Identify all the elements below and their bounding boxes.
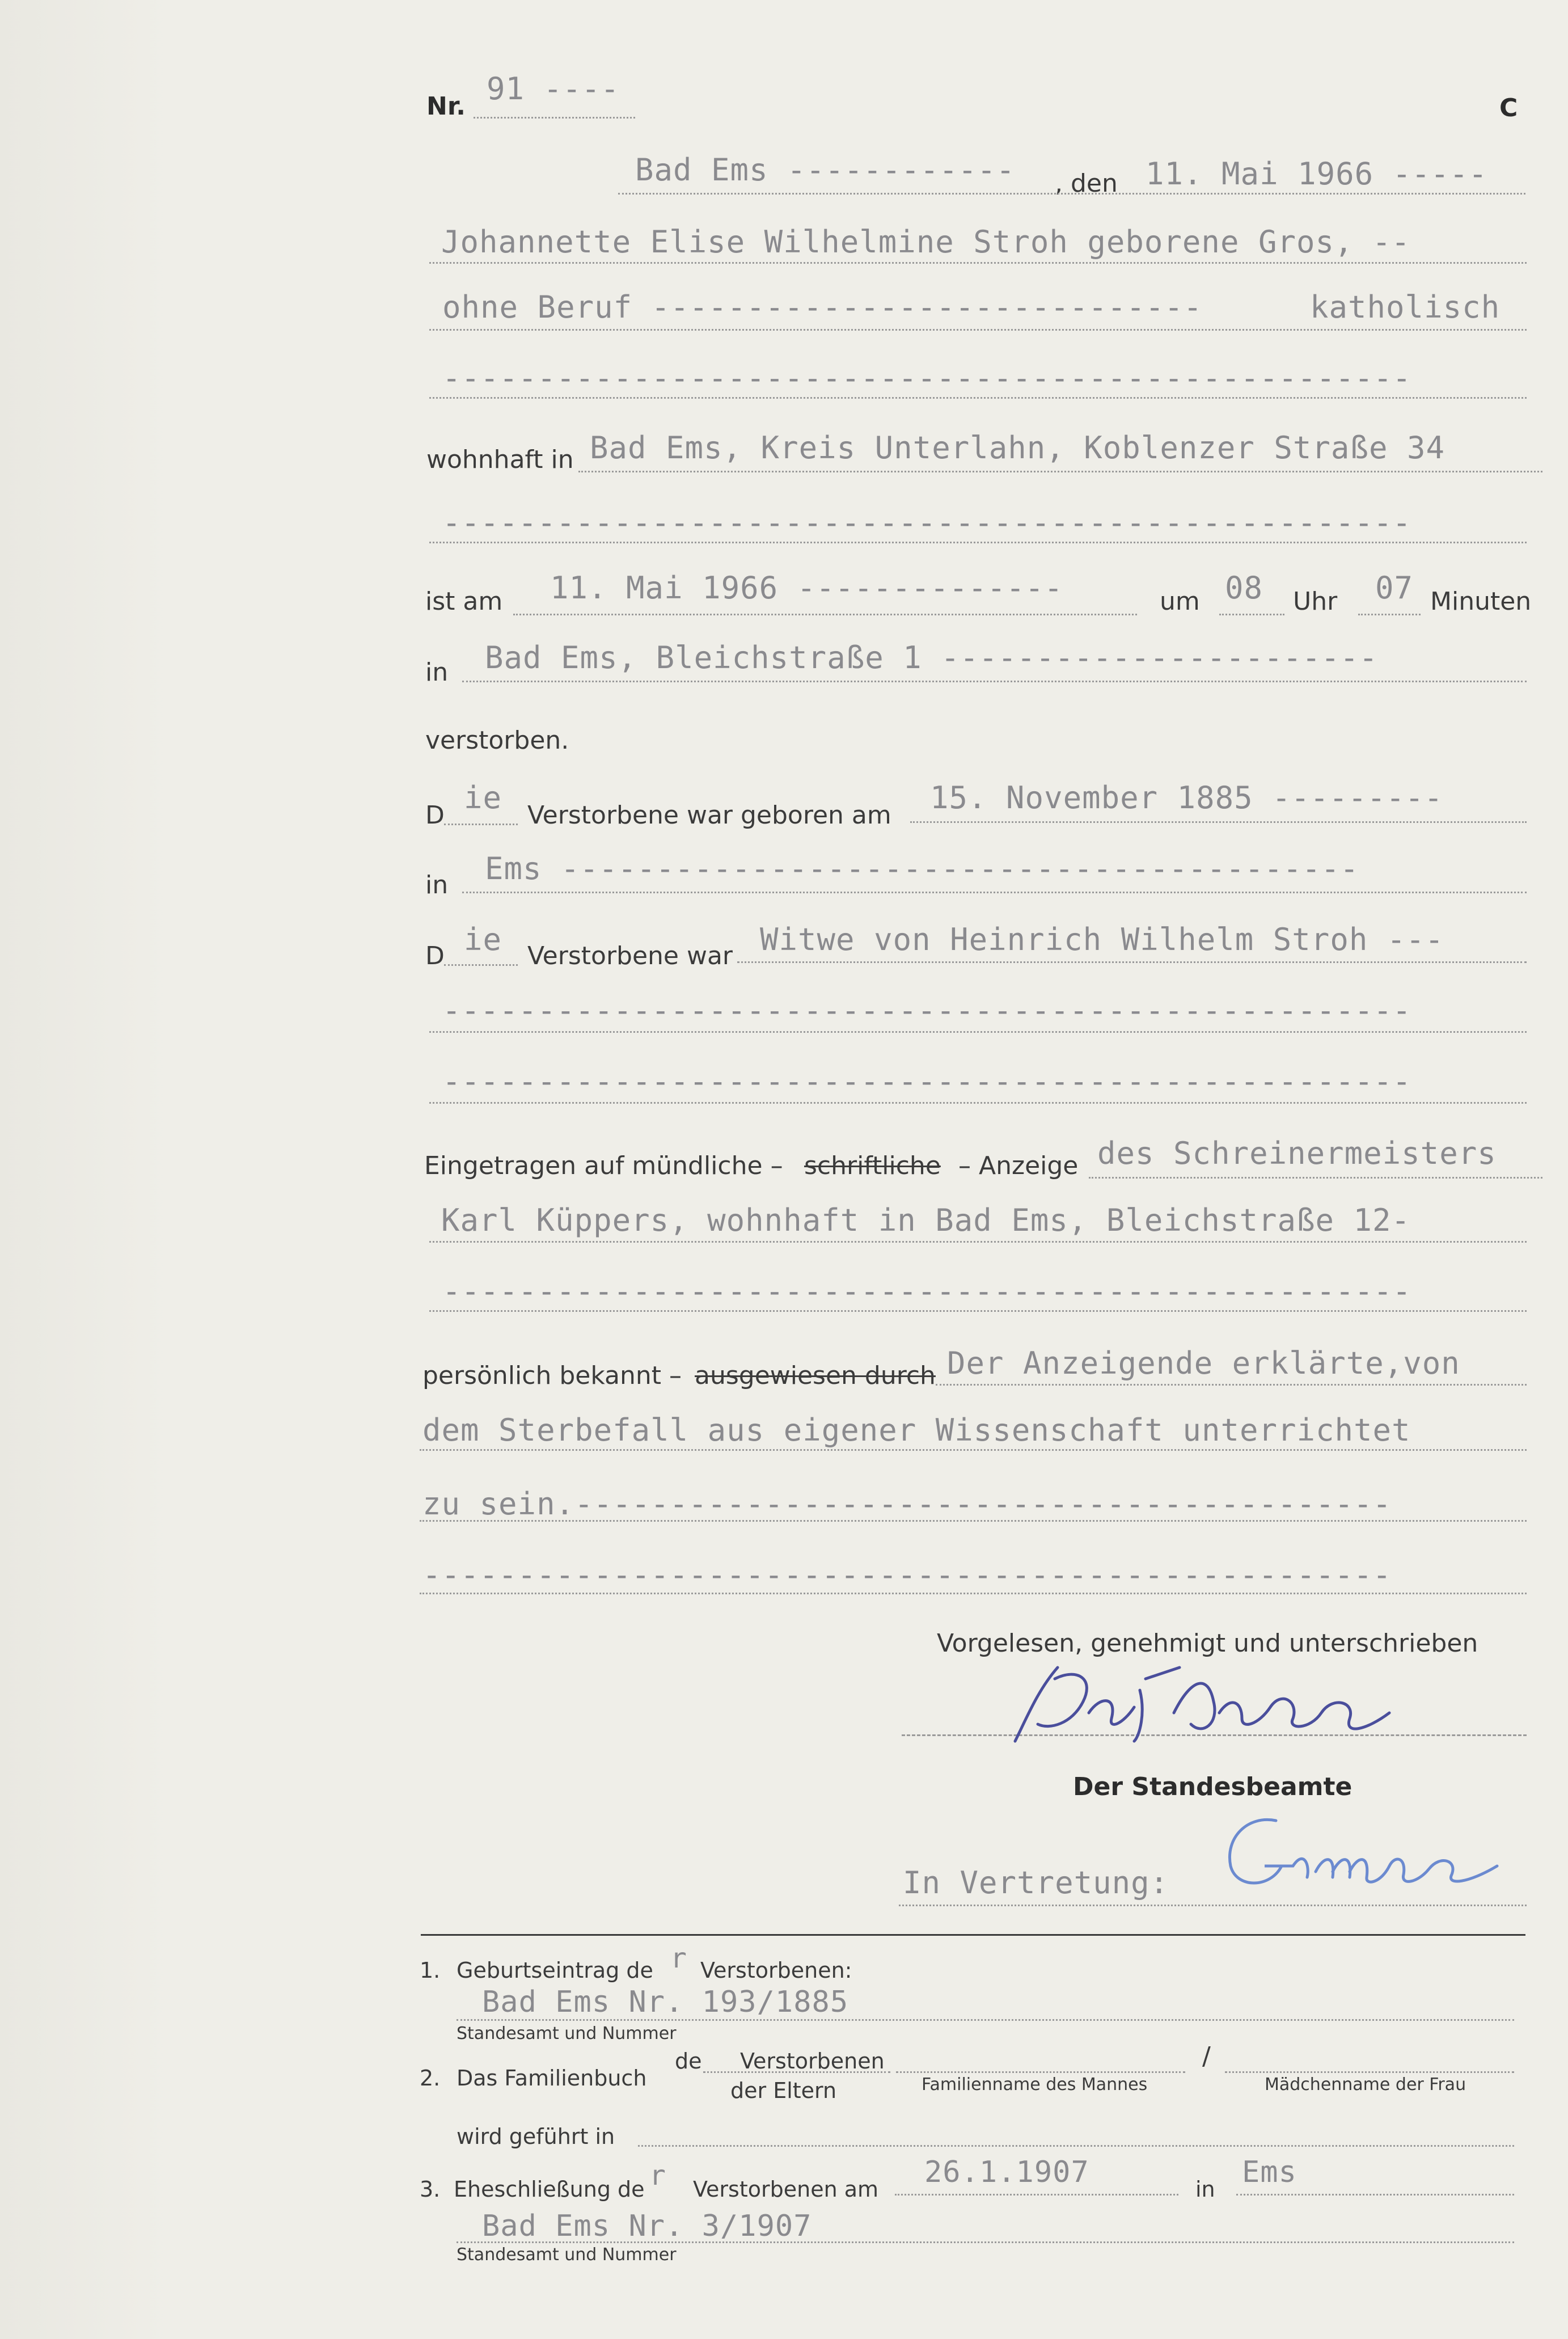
residence-blank: --------------------------------------------------- xyxy=(442,505,1412,541)
note-1-label: Geburtseintrag de xyxy=(457,1958,653,1983)
birth-label: Verstorbene war geboren am xyxy=(527,801,891,830)
um-label: um xyxy=(1160,587,1200,616)
uhr-label: Uhr xyxy=(1293,587,1338,616)
identity-blank-rule xyxy=(420,1593,1527,1594)
marital-blank-1: --------------------------------------------------- xyxy=(442,993,1412,1028)
place-value: Bad Ems ------------ xyxy=(635,152,1016,188)
note-2-gefuehrt-line xyxy=(638,2145,1514,2147)
religion: katholisch xyxy=(1310,289,1501,325)
marital-label: Verstorbene war xyxy=(527,941,733,970)
report-line-2 xyxy=(429,1241,1527,1243)
official-signature-line xyxy=(899,1905,1527,1906)
death-date: 11. Mai 1966 -------------- xyxy=(550,570,1063,606)
nr-line xyxy=(474,117,635,119)
death-date-line xyxy=(513,614,1137,615)
note-2-mann-line xyxy=(896,2071,1185,2073)
identity-line-1 xyxy=(936,1384,1527,1386)
note-2-verstorbenen: Verstorbenen xyxy=(740,2049,885,2074)
marital-blank-2: --------------------------------------------------- xyxy=(442,1063,1412,1099)
note-2-frau-line xyxy=(1225,2071,1514,2073)
note-2-label: Das Familienbuch xyxy=(457,2066,647,2091)
identity-line-2 xyxy=(420,1449,1527,1451)
note-1-r: r xyxy=(670,1943,687,1974)
birth-in-label: in xyxy=(425,871,449,900)
blank-line-1: --------------------------------------------------- xyxy=(442,360,1412,396)
marital-status: Witwe von Heinrich Wilhelm Stroh --- xyxy=(760,922,1444,957)
note-3-line xyxy=(457,2241,1514,2243)
informant-signature xyxy=(1004,1645,1423,1753)
note-3-date-line xyxy=(895,2194,1178,2196)
place-date-line xyxy=(618,193,1525,195)
note-1-value: Bad Ems Nr. 193/1885 xyxy=(482,1985,849,2019)
nr-value: 91 ---- xyxy=(487,71,620,107)
report-blank: --------------------------------------------------- xyxy=(442,1273,1412,1309)
marital-blank-1-rule xyxy=(429,1031,1527,1033)
note-2-de: de xyxy=(675,2049,702,2074)
death-in-label: in xyxy=(425,658,449,687)
note-1-sub: Standesamt und Nummer xyxy=(457,2024,677,2044)
birth-ie-line xyxy=(444,824,518,825)
verstorben-label: verstorben. xyxy=(425,726,569,755)
note-2-eltern: der Eltern xyxy=(730,2078,837,2103)
note-3-label: Eheschließung de xyxy=(454,2177,645,2202)
note-2-gefuehrt: wird geführt in xyxy=(457,2124,615,2149)
den-label: , den xyxy=(1055,169,1118,198)
residence-blank-rule xyxy=(429,542,1527,543)
official-title: Der Standesbeamte xyxy=(1073,1772,1353,1801)
hour-line xyxy=(1219,614,1284,615)
blank-line-1-rule xyxy=(429,397,1527,399)
birth-date: 15. November 1885 --------- xyxy=(930,780,1443,816)
note-3-value: Bad Ems Nr. 3/1907 xyxy=(482,2209,812,2243)
read-approved-label: Vorgelesen, genehmigt und unterschrieben xyxy=(937,1629,1478,1658)
identity-line-3 xyxy=(420,1520,1527,1522)
nr-label: Nr. xyxy=(426,92,466,121)
marital-ie: ie xyxy=(464,922,502,957)
residence: Bad Ems, Kreis Unterlahn, Koblenzer Straße 34 xyxy=(590,430,1445,466)
form-letter: C xyxy=(1499,94,1518,123)
report-value-1: des Schreinermeisters xyxy=(1097,1135,1497,1171)
residence-label: wohnhaft in xyxy=(426,445,574,474)
note-3-label-2: Verstorbenen am xyxy=(693,2177,879,2202)
marital-ie-line xyxy=(444,964,518,966)
note-2-number: 2. xyxy=(420,2066,441,2091)
note-1-label-2: Verstorbenen: xyxy=(700,1958,852,1983)
death-minutes: 07 xyxy=(1375,570,1414,606)
note-3-number: 3. xyxy=(420,2177,441,2202)
identity-value-2: dem Sterbefall aus eigener Wissenschaft unterrichtet xyxy=(422,1412,1411,1448)
note-3-date: 26.1.1907 xyxy=(924,2155,1089,2189)
residence-line xyxy=(578,471,1542,472)
birth-d-label: D xyxy=(425,801,445,830)
report-label-struck: schriftliche xyxy=(804,1151,941,1180)
marital-status-line xyxy=(737,961,1527,963)
identity-label-struck: ausgewiesen durch xyxy=(695,1361,936,1390)
marital-blank-2-rule xyxy=(429,1102,1527,1104)
note-3-place-line xyxy=(1236,2194,1514,2196)
identity-value-3: zu sein.------------------------------------------- xyxy=(422,1486,1392,1522)
note-1-line xyxy=(457,2019,1514,2021)
official-signature xyxy=(1214,1804,1531,1900)
note-2-verst-line xyxy=(703,2071,890,2073)
note-1-number: 1. xyxy=(420,1958,441,1983)
birth-place: Ems ------------------------------------------ xyxy=(485,851,1359,886)
vertretung-label: In Vertretung: xyxy=(903,1865,1169,1901)
report-line-1 xyxy=(1089,1177,1542,1179)
report-blank-rule xyxy=(429,1310,1527,1312)
record-date: 11. Mai 1966 ----- xyxy=(1146,156,1488,192)
death-place: Bad Ems, Bleichstraße 1 ----------------------- xyxy=(485,640,1379,675)
occupation: ohne Beruf ----------------------------- xyxy=(442,289,1203,325)
birth-ie: ie xyxy=(464,780,502,816)
marital-d-label: D xyxy=(425,941,445,970)
birth-place-line xyxy=(462,892,1527,893)
note-3-r: r xyxy=(649,2160,666,2192)
identity-value-1: Der Anzeigende erklärte,von xyxy=(947,1345,1460,1381)
section-divider xyxy=(421,1934,1525,1936)
minutes-line xyxy=(1358,614,1421,615)
occupation-line xyxy=(429,329,1527,331)
ist-am-label: ist am xyxy=(425,587,503,616)
note-2-mann-label: Familienname des Mannes xyxy=(922,2075,1148,2095)
minuten-label: Minuten xyxy=(1430,587,1532,616)
report-value-2: Karl Küppers, wohnhaft in Bad Ems, Bleichstraße 12- xyxy=(441,1202,1411,1238)
report-label-a: Eingetragen auf mündliche – xyxy=(424,1151,783,1180)
report-label-b: – Anzeige xyxy=(958,1151,1079,1180)
note-3-sub: Standesamt und Nummer xyxy=(457,2245,677,2265)
note-3-place: Ems xyxy=(1242,2155,1297,2189)
note-2-slash: / xyxy=(1202,2042,1211,2071)
deceased-name: Johannette Elise Wilhelmine Stroh geborene Gros, -- xyxy=(441,224,1411,260)
identity-label-a: persönlich bekannt – xyxy=(422,1361,682,1390)
note-2-frau-label: Mädchenname der Frau xyxy=(1265,2075,1466,2095)
note-3-in: in xyxy=(1195,2177,1215,2202)
birth-date-line xyxy=(910,821,1527,823)
name-line xyxy=(429,262,1527,264)
identity-blank: --------------------------------------------------- xyxy=(422,1557,1392,1593)
death-place-line xyxy=(462,681,1527,682)
death-hour: 08 xyxy=(1225,570,1263,606)
